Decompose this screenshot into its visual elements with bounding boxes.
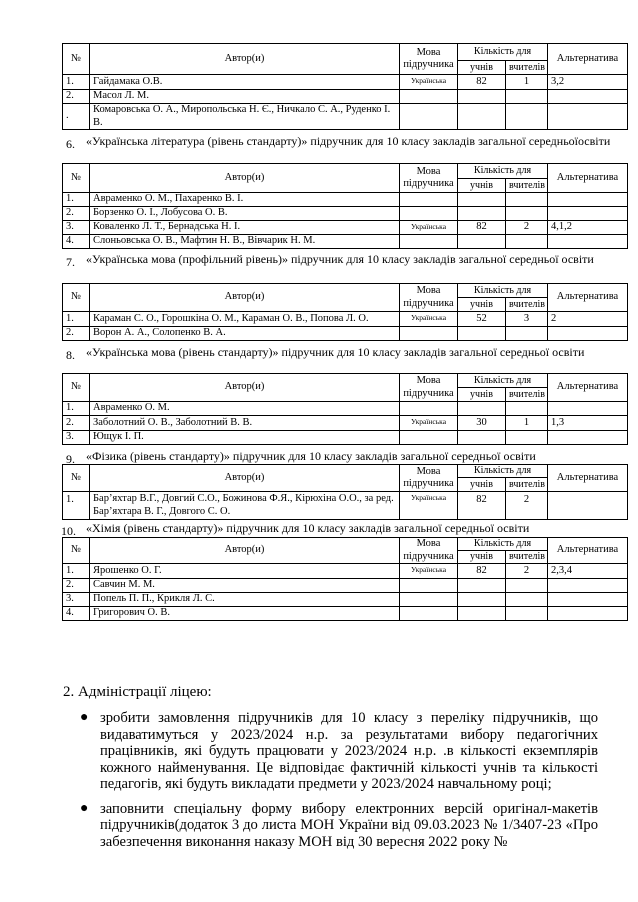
table-row: . Комаровська О. А., Миропольська Н. Є., Ничкало С. А., Руденко І. В. [63,104,628,130]
header-students: учнів [458,61,506,75]
table-row: 1. Авраменко О. М. [63,402,628,416]
section-heading-6: 6. «Українська література (рівень стандарту)» підручник для 10 класу закладів загальної середньоїосвіти [66,134,611,151]
section-heading-10: 10. «Хімія (рівень стандарту)» підручник для 10 класу закладів загальної середньої освіти [61,521,530,538]
header-teachers: вчителів [506,61,548,75]
header-num: № [63,44,90,75]
textbook-table-7: № Автор(и) Мова підручника Кількість для Альтернатива учнів вчителів 1. Караман С. О., Горошкіна О. М., Караман О. В., Попова Л. О. Українська 52 3 2 2. Ворон А. А., Солопенко В. А. [62,283,628,341]
header-alt: Альтернатива [548,44,628,75]
table-row: 2. Савчин М. М. [63,579,628,593]
section-heading-7: 7. «Українська мова (профільний рівень)» підручник для 10 класу закладів загальної середньої освіти [66,252,594,269]
admin-heading: 2. Адміністрації ліцею: [63,684,212,700]
admin-bullet-list [78,710,598,858]
table-row: 3. Коваленко Л. Т., Бернадська Н. І. Українська 82 2 4,1,2 [63,221,628,235]
header-author: Автор(и) [90,44,400,75]
table-row: 3. Ющук І. П. [63,431,628,445]
table-row: 2. Ворон А. А., Солопенко В. А. [63,327,628,341]
textbook-table-9: № Автор(и) Мова підручника Кількість для Альтернатива учнів вчителів 1. Бар’яхтар В.Г., Довгий С.О., Божинова Ф.Я., Кірюхіна О.О., за ред. Бар’яхтара В. Г., Довгого С. О. Українська 82 2 [62,464,628,520]
table-row: 4. Слоньовська О. В., Мафтин Н. В., Вівчарик Н. М. [63,235,628,249]
section-heading-9: 9. «Фізика (рівень стандарту)» підручник для 10 класу закладів загальної середньої освіти [66,449,536,466]
table-row: 4. Григорович О. В. [63,607,628,621]
textbook-table-8: № Автор(и) Мова підручника Кількість для Альтернатива учнів вчителів 1. Авраменко О. М. 2. Заболотний О. В., Заболотний В. В. Українська 30 1 1,3 3. Ющук І. П. [62,373,628,445]
table-row: 1. Караман С. О., Горошкіна О. М., Караман О. В., Попова Л. О. Українська 52 3 2 [63,312,628,327]
textbook-table-6: № Автор(и) Мова підручника Кількість для Альтернатива учнів вчителів 1. Авраменко О. М., Пахаренко В. І. 2. Борзенко О. І., Лобусова О. В. 3. Коваленко Л. Т., Бернадська Н. І. Українська 82 2 4,1,2 4. Слоньовська О. В., Мафтин Н. В., Вівчарик Н. М. [62,163,628,249]
table-row: 1. Ярошенко О. Г. Українська 82 2 2,3,4 [63,564,628,579]
header-lang: Мова підручника [400,44,458,75]
bullet-icon: ● [80,710,89,725]
table-row: 2. Масол Л. М. [63,90,628,104]
list-item: ● зробити замовлення підручників для 10 класу з переліку підручників, що видаватимуться у 2023/2024 н.р. за результатами вибору педагогічних працівників, які будуть працювати у 2023/2024 н.р. .в кількості екземплярів кожного найменування. Це відповідає фактичній кількості учнів та кількості педагогів, які будуть викладати предмети у 2023/2024 навчальному році; [80,710,598,792]
textbook-table-10: № Автор(и) Мова підручника Кількість для Альтернатива учнів вчителів 1. Ярошенко О. Г. Українська 82 2 2,3,4 2. Савчин М. М. 3. Попель П. П., Крикля Л. С. 4. Григорович О. В. [62,537,628,621]
list-item: ● заповнити спеціальну форму вибору електронних версій оригінал-макетів підручників(додаток 3 до листа МОН України від 09.03.2023 № 1/3407-23 «Про забезпечення виконання наказу МОН від 30 вересня 2022 року № [80,800,598,850]
table-row: 3. Попель П. П., Крикля Л. С. [63,593,628,607]
header-count: Кількість для [458,44,548,61]
table-row: 1. Авраменко О. М., Пахаренко В. І. [63,193,628,207]
table-row: 2. Заболотний О. В., Заболотний В. В. Українська 30 1 1,3 [63,416,628,431]
section-heading-8: 8. «Українська мова (рівень стандарту)» підручник для 10 класу закладів загальної середньої освіти [66,345,585,362]
textbook-table-1 [62,43,628,130]
bullet-icon: ● [80,800,89,816]
table-row: 1. Бар’яхтар В.Г., Довгий С.О., Божинова Ф.Я., Кірюхіна О.О., за ред. Бар’яхтара В. Г., Довгого С. О. Українська 82 2 [63,492,628,520]
table-row: 2. Борзенко О. І., Лобусова О. В. [63,207,628,221]
table-row: 1. Гайдамака О.В. Українська 82 1 3,2 [63,75,628,90]
